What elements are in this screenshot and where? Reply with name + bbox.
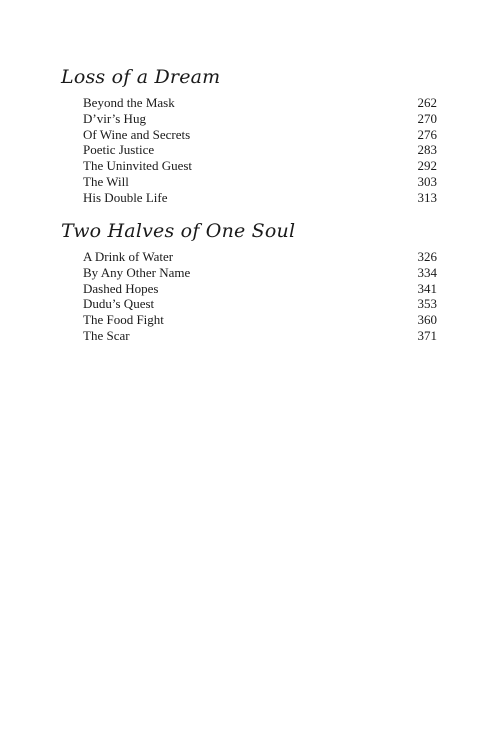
entry-page-number: 360: [417, 312, 437, 328]
toc-entry: [83, 95, 442, 111]
section-title: Loss of a Dream: [61, 66, 221, 88]
toc-entry: [83, 312, 442, 328]
toc-entry: [83, 127, 442, 143]
toc-entry-list: [62, 249, 442, 344]
toc-entry: [83, 190, 442, 206]
entry-page-number: 283: [417, 142, 437, 158]
entry-title: The Will: [83, 173, 129, 189]
entry-title: Dudu’s Quest: [83, 296, 155, 312]
entry-title: The Uninvited Guest: [83, 158, 193, 174]
entry-title: D’vir’s Hug: [83, 110, 146, 126]
toc-entry: [83, 281, 442, 297]
entry-page-number: 270: [417, 110, 437, 126]
toc-section-loss-of-a-dream: [62, 64, 442, 206]
toc-entry: [83, 174, 442, 190]
entry-page-number: 292: [417, 158, 437, 174]
entry-title: Dashed Hopes: [83, 280, 159, 296]
entry-title: The Scar: [83, 327, 130, 343]
entry-title: Poetic Justice: [83, 142, 155, 158]
entry-title: By Any Other Name: [83, 264, 191, 280]
entry-page-number: 371: [417, 327, 437, 343]
entry-title: A Drink of Water: [83, 249, 174, 264]
entry-page-number: 326: [417, 249, 437, 264]
entry-page-number: 334: [417, 264, 437, 280]
entry-page-number: 303: [417, 173, 437, 189]
entry-title: Beyond the Mask: [83, 95, 175, 110]
toc-entry-list: [62, 95, 442, 206]
toc-entry: [83, 296, 442, 312]
toc-entry: [83, 328, 442, 344]
toc-entry: [83, 111, 442, 127]
entry-title: His Double Life: [83, 189, 168, 205]
entry-title: The Food Fight: [83, 312, 164, 328]
toc-entry: [83, 249, 442, 265]
entry-page-number: 262: [417, 95, 437, 110]
section-title: Two Halves of One Soul: [61, 220, 296, 242]
entry-title: Of Wine and Secrets: [83, 126, 191, 142]
entry-page-number: 313: [417, 189, 437, 205]
toc-section-two-halves-of-one-soul: [62, 218, 442, 344]
entry-page-number: 341: [417, 280, 437, 296]
toc-entry: [83, 158, 442, 174]
entry-page-number: 353: [417, 296, 437, 312]
toc-entry: [83, 142, 442, 158]
entry-page-number: 276: [417, 126, 437, 142]
toc-entry: [83, 265, 442, 281]
